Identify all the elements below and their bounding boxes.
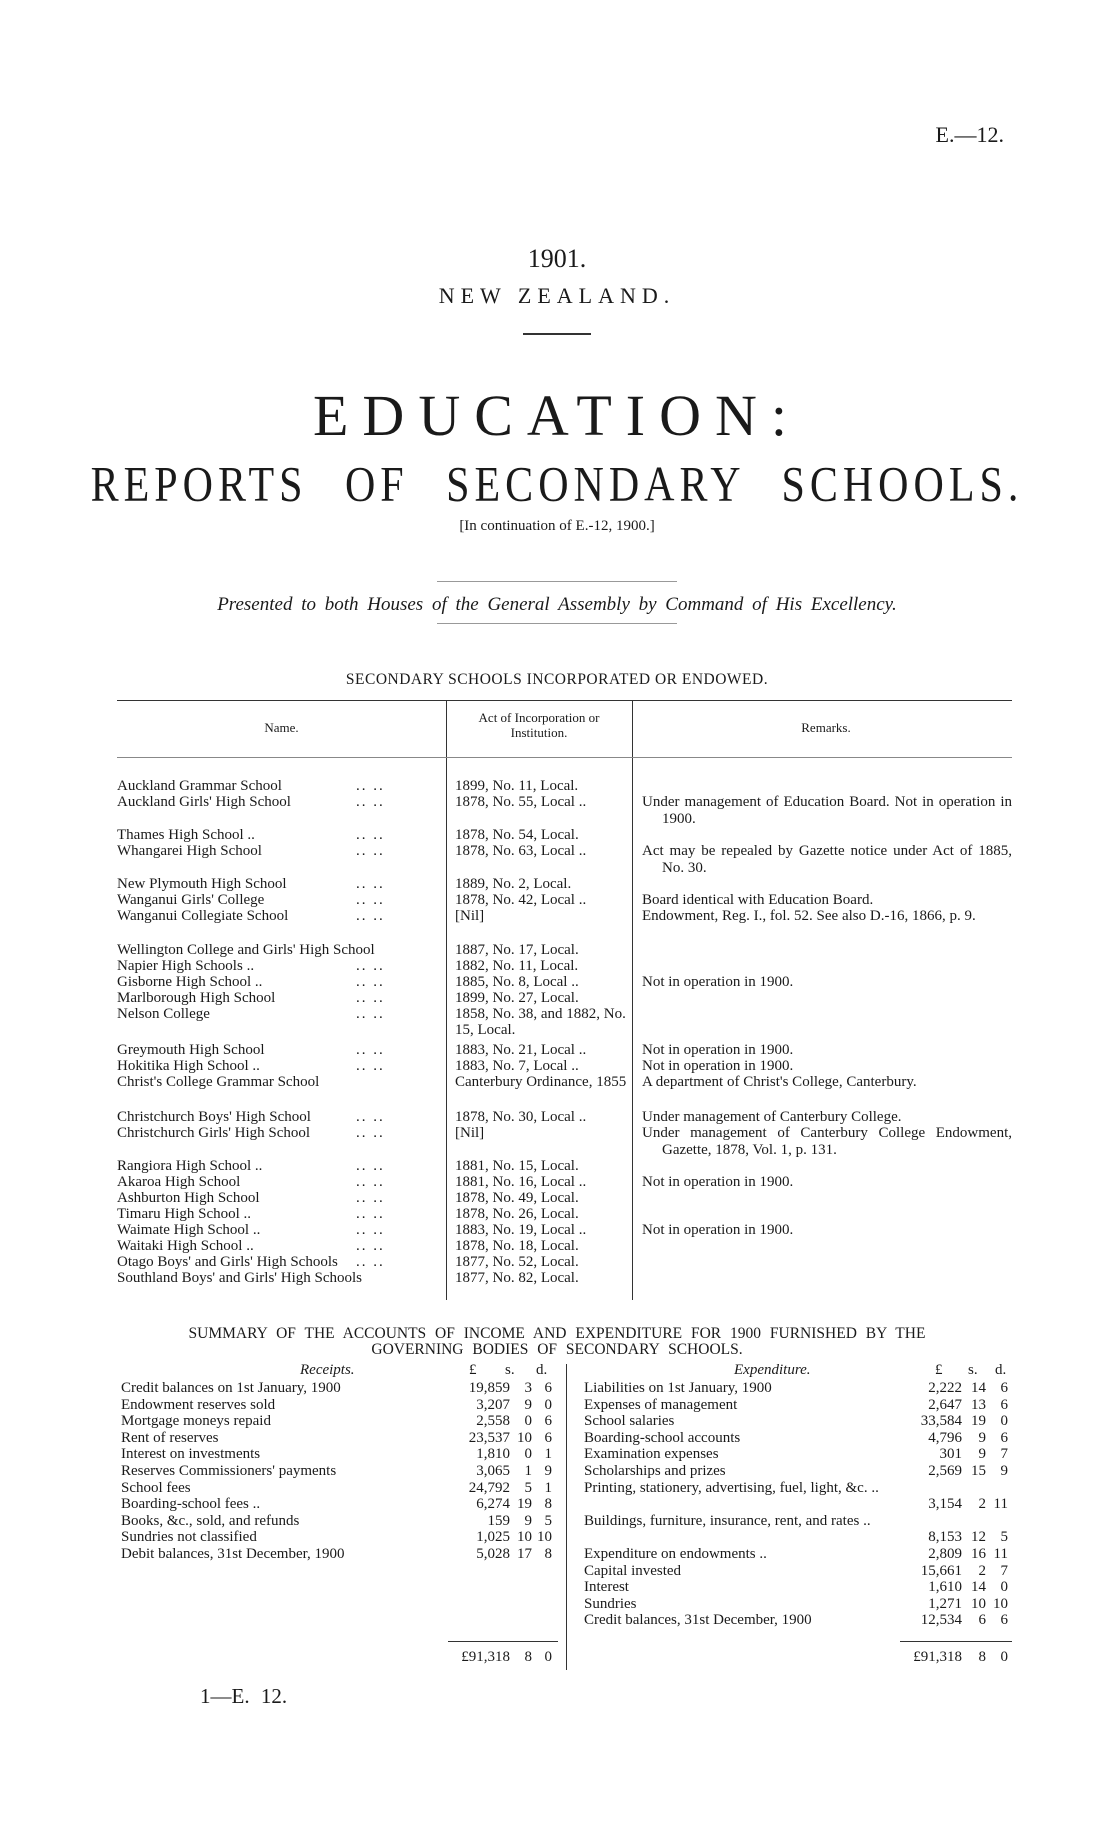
leader-dots: .. .. (356, 908, 385, 924)
school-name: Gisborne High School .. (117, 974, 263, 990)
continuation: [In continuation of E.-12, 1900.] (459, 518, 655, 534)
school-name: Rangiora High School .. (117, 1158, 263, 1174)
leader-dots: .. .. (356, 974, 385, 990)
school-act: 1899, No. 27, Local. (455, 990, 579, 1006)
expenditure-pounds: 2,647 (928, 1396, 962, 1413)
receipt-pence: 1 (544, 1479, 552, 1496)
receipt-label: Rent of reserves (121, 1429, 219, 1446)
expenditure-shillings: 14 (971, 1579, 986, 1596)
school-name: Southland Boys' and Girls' High Schools (117, 1270, 362, 1286)
school-act: 1878, No. 49, Local. (455, 1190, 579, 1206)
expenditure-pounds: 1,271 (928, 1595, 962, 1612)
school-act: 1878, No. 42, Local .. (455, 892, 587, 908)
rule-presented-top (437, 581, 677, 582)
expenditure-total-rule (900, 1641, 1012, 1642)
expenditure-pounds: 4,796 (928, 1429, 962, 1446)
expenditure-pence: 9 (1000, 1463, 1008, 1479)
receipt-pence: 1 (544, 1446, 552, 1463)
school-name: Hokitika High School .. (117, 1058, 260, 1074)
school-act: 1877, No. 82, Local. (455, 1270, 579, 1286)
leader-dots: .. .. (356, 876, 385, 892)
receipt-shillings: 9 (524, 1396, 532, 1413)
receipt-shillings: 10 (517, 1429, 532, 1446)
expenditure-shillings: 15 (971, 1463, 986, 1479)
leader-dots: .. .. (356, 892, 385, 908)
receipt-pounds: 3,065 (476, 1463, 510, 1479)
expenditure-label: Printing, stationery, advertising, fuel, light, &c. .. (584, 1479, 879, 1496)
sub-title: REPORTS OF SECONDARY SCHOOLS. (90, 457, 1024, 513)
receipt-pence: 5 (544, 1512, 552, 1529)
expenditure-label: Credit balances, 31st December, 1900 (584, 1612, 812, 1629)
expenditure-shillings: 2 (978, 1496, 986, 1513)
expenditure-total-pounds: £91,318 (913, 1649, 962, 1665)
leader-dots: .. .. (356, 1254, 385, 1270)
receipt-pounds: 159 (487, 1512, 510, 1529)
school-name: Otago Boys' and Girls' High Schools (117, 1254, 338, 1270)
school-name: Christ's College Grammar School (117, 1074, 320, 1090)
school-remark: Not in operation in 1900. (642, 974, 794, 990)
expenditure-shillings: 16 (971, 1546, 986, 1562)
receipt-pounds: 23,537 (468, 1429, 510, 1446)
receipt-label: Debit balances, 31st December, 1900 (121, 1546, 345, 1562)
school-remark: Act may be repealed by Gazette notice under Act of 1885, No. 30. (642, 843, 1012, 876)
col-header-name: Name. (264, 720, 299, 735)
footer-signature: 1—E. 12. (200, 1684, 288, 1708)
school-remark: Under management of Canterbury College Endowment, Gazette, 1878, Vol. 1, p. 131. (642, 1125, 1012, 1158)
school-act: 1883, No. 7, Local .. (455, 1058, 579, 1074)
school-act: 1881, No. 15, Local. (455, 1158, 579, 1174)
expenditure-shillings: 19 (971, 1413, 986, 1430)
leader-dots: .. .. (356, 990, 385, 1006)
expenditure-label: Scholarships and prizes (584, 1463, 726, 1479)
schools-table-top-rule (117, 700, 1012, 701)
school-act: [Nil] (455, 1125, 485, 1141)
expenditure-pounds: 3,154 (928, 1496, 962, 1513)
receipts-pound-header: £ (469, 1362, 477, 1378)
school-name: Nelson College (117, 1006, 210, 1022)
receipts-total-pence: 0 (544, 1649, 552, 1665)
receipt-pence: 6 (544, 1429, 552, 1446)
receipts-label: Receipts. (300, 1362, 355, 1378)
receipt-pence: 8 (544, 1496, 552, 1513)
school-remark: Not in operation in 1900. (642, 1174, 794, 1190)
schools-table-header-rule (117, 757, 1012, 758)
school-act: 1899, No. 11, Local. (455, 778, 579, 794)
receipt-shillings: 0 (524, 1446, 532, 1463)
receipt-label: Books, &c., sold, and refunds (121, 1512, 300, 1529)
receipt-pounds: 6,274 (476, 1496, 510, 1513)
expenditure-pence: 6 (1000, 1396, 1008, 1413)
leader-dots: .. .. (356, 1190, 385, 1206)
leader-dots: .. .. (356, 1238, 385, 1254)
expenditure-total-pence: 0 (1000, 1649, 1008, 1665)
receipt-pounds: 1,810 (476, 1446, 510, 1463)
receipts-pence-header: d. (536, 1362, 548, 1378)
receipt-shillings: 17 (517, 1546, 532, 1562)
expenditure-pounds: 2,222 (928, 1380, 962, 1396)
receipt-label: Endowment reserves sold (121, 1396, 276, 1413)
receipts-shilling-header: s. (505, 1362, 515, 1378)
school-name: Christchurch Girls' High School (117, 1125, 311, 1141)
expenditure-shillings: 6 (978, 1612, 986, 1629)
school-name: Ashburton High School (117, 1190, 260, 1206)
summary-divider (566, 1364, 567, 1670)
expenditure-pence: 10 (993, 1595, 1008, 1612)
school-name: Whangarei High School (117, 843, 262, 859)
receipt-pounds: 1,025 (476, 1529, 510, 1546)
school-act: 1878, No. 26, Local. (455, 1206, 579, 1222)
expenditure-pence: 5 (1000, 1529, 1008, 1546)
receipt-shillings: 9 (524, 1512, 532, 1529)
expenditure-label: School salaries (584, 1413, 675, 1430)
school-name: Auckland Grammar School (117, 778, 282, 794)
school-act: 1889, No. 2, Local. (455, 876, 572, 892)
expenditure-pence: 11 (993, 1496, 1008, 1513)
school-act: 1877, No. 52, Local. (455, 1254, 579, 1270)
leader-dots: .. .. (356, 1042, 385, 1058)
school-act: 1885, No. 8, Local .. (455, 974, 579, 990)
summary-heading-1: SUMMARY OF THE ACCOUNTS OF INCOME AND EXPENDITURE FOR 1900 FURNISHED BY THE (188, 1325, 926, 1342)
expenditure-pound-header: £ (935, 1362, 943, 1378)
expenditure-pence: 0 (1000, 1413, 1008, 1430)
expenditure-shillings: 9 (978, 1446, 986, 1463)
leader-dots: .. .. (356, 1206, 385, 1222)
expenditure-pounds: 301 (939, 1446, 962, 1463)
school-act: 1883, No. 19, Local .. (455, 1222, 587, 1238)
receipt-pounds: 2,558 (476, 1413, 510, 1430)
receipt-label: Reserves Commissioners' payments (121, 1463, 337, 1479)
school-remark: Not in operation in 1900. (642, 1222, 794, 1238)
receipt-pence: 6 (544, 1380, 552, 1396)
school-name: Greymouth High School (117, 1042, 265, 1058)
school-name: Waitaki High School .. (117, 1238, 254, 1254)
leader-dots: .. .. (356, 1125, 385, 1141)
school-act: 1882, No. 11, Local. (455, 958, 579, 974)
receipt-shillings: 3 (524, 1380, 532, 1396)
receipt-label: Boarding-school fees .. (121, 1496, 261, 1513)
leader-dots: .. .. (356, 958, 385, 974)
receipt-shillings: 1 (524, 1463, 532, 1479)
schools-heading: SECONDARY SCHOOLS INCORPORATED OR ENDOWED. (345, 671, 769, 688)
expenditure-shillings: 13 (971, 1396, 986, 1413)
leader-dots: .. .. (356, 794, 385, 810)
expenditure-label: Expenses of management (584, 1396, 738, 1413)
col-header-act: Act of Incorporation or Institution. (478, 710, 600, 740)
school-name: Marlborough High School (117, 990, 276, 1006)
receipt-pounds: 3,207 (476, 1396, 510, 1413)
receipt-pence: 8 (544, 1546, 552, 1562)
receipts-total-rule (448, 1641, 558, 1642)
school-name: Wanganui Girls' College (117, 892, 265, 908)
expenditure-label: Capital invested (584, 1562, 682, 1579)
leader-dots: .. .. (356, 1006, 385, 1022)
col-header-remarks: Remarks. (801, 720, 851, 735)
school-name: Auckland Girls' High School (117, 794, 291, 810)
leader-dots: .. .. (356, 1158, 385, 1174)
expenditure-shillings: 10 (971, 1595, 986, 1612)
receipt-pence: 9 (544, 1463, 552, 1479)
expenditure-label: Boarding-school accounts (584, 1429, 741, 1446)
expenditure-label: Examination expenses (584, 1446, 719, 1463)
expenditure-pounds: 12,534 (920, 1612, 962, 1629)
school-remark: Not in operation in 1900. (642, 1042, 794, 1058)
school-remark: Not in operation in 1900. (642, 1058, 794, 1074)
expenditure-shillings: 12 (971, 1529, 986, 1546)
expenditure-label: Buildings, furniture, insurance, rent, and rates .. (584, 1512, 871, 1529)
school-act: 1878, No. 18, Local. (455, 1238, 579, 1254)
school-name: Wellington College and Girls' High School (117, 942, 375, 958)
receipt-pence: 10 (537, 1529, 552, 1546)
school-name: Akaroa High School (117, 1174, 241, 1190)
school-remark: A department of Christ's College, Canterbury. (642, 1074, 917, 1090)
expenditure-shillings: 14 (971, 1380, 986, 1396)
school-name: Thames High School .. (117, 827, 255, 843)
school-act: 1878, No. 54, Local. (455, 827, 579, 843)
school-act: 1858, No. 38, and 1882, No. 15, Local. (455, 1006, 626, 1038)
school-act: 1883, No. 21, Local .. (455, 1042, 587, 1058)
receipt-shillings: 19 (517, 1496, 532, 1513)
expenditure-pounds: 15,661 (920, 1562, 962, 1579)
receipt-label: School fees (121, 1479, 191, 1496)
schools-col-divider-1 (446, 700, 447, 1300)
expenditure-label: Liabilities on 1st January, 1900 (584, 1380, 772, 1396)
expenditure-shillings: 2 (978, 1562, 986, 1579)
receipt-pounds: 19,859 (468, 1380, 510, 1396)
leader-dots: .. .. (356, 778, 385, 794)
school-act: 1887, No. 17, Local. (455, 942, 579, 958)
school-name: Wanganui Collegiate School (117, 908, 289, 924)
school-remark: Under management of Canterbury College. (642, 1109, 902, 1125)
expenditure-pounds: 2,569 (928, 1463, 962, 1479)
title-rule (523, 333, 591, 335)
school-name: New Plymouth High School (117, 876, 287, 892)
expenditure-label: Expenditure on endowments .. (584, 1546, 767, 1562)
expenditure-shilling-header: s. (968, 1362, 978, 1378)
leader-dots: .. .. (356, 827, 385, 843)
receipts-total-shillings: 8 (524, 1649, 532, 1665)
expenditure-pence: 6 (1000, 1612, 1008, 1629)
leader-dots: .. .. (356, 1058, 385, 1074)
receipt-pounds: 5,028 (476, 1546, 510, 1562)
expenditure-pence: 7 (1000, 1562, 1008, 1579)
school-act: Canterbury Ordinance, 1855 (455, 1074, 627, 1090)
receipt-pence: 6 (544, 1413, 552, 1430)
schools-col-divider-2 (632, 700, 633, 1300)
expenditure-pence: 6 (1000, 1380, 1008, 1396)
receipt-shillings: 5 (524, 1479, 532, 1496)
expenditure-label: Expenditure. (734, 1362, 811, 1378)
receipt-shillings: 10 (517, 1529, 532, 1546)
expenditure-total-shillings: 8 (978, 1649, 986, 1665)
school-name: Christchurch Boys' High School (117, 1109, 311, 1125)
school-act: 1878, No. 30, Local .. (455, 1109, 587, 1125)
school-name: Napier High Schools .. (117, 958, 255, 974)
receipts-total-pounds: £91,318 (461, 1649, 510, 1665)
expenditure-pence-header: d. (995, 1362, 1007, 1378)
receipt-pounds: 24,792 (468, 1479, 510, 1496)
school-act: [Nil] (455, 908, 485, 924)
expenditure-pence: 6 (1000, 1429, 1008, 1446)
expenditure-pounds: 2,809 (928, 1546, 962, 1562)
expenditure-pence: 0 (1000, 1579, 1008, 1596)
main-title: EDUCATION: (313, 383, 801, 448)
school-name: Timaru High School .. (117, 1206, 252, 1222)
rule-presented-bottom (437, 623, 677, 624)
country: NEW ZEALAND. (438, 283, 676, 308)
school-remark: Endowment, Reg. I., fol. 52. See also D.-16, 1866, p. 9. (642, 908, 976, 924)
school-act: 1878, No. 63, Local .. (455, 843, 587, 859)
expenditure-label: Interest (584, 1579, 629, 1596)
expenditure-label: Sundries (584, 1595, 637, 1612)
presented-line: Presented to both Houses of the General Assembly by Command of His Excellency. (217, 594, 897, 615)
receipt-pence: 0 (544, 1396, 552, 1413)
expenditure-shillings: 9 (978, 1429, 986, 1446)
receipt-label: Mortgage moneys repaid (121, 1413, 271, 1430)
receipt-label: Sundries not classified (121, 1529, 257, 1546)
leader-dots: .. .. (356, 1222, 385, 1238)
school-remark: Under management of Education Board. Not in operation in 1900. (642, 794, 1012, 827)
receipt-shillings: 0 (524, 1413, 532, 1430)
school-remark: Board identical with Education Board. (642, 892, 874, 908)
expenditure-pounds: 1,610 (928, 1579, 962, 1596)
leader-dots: .. .. (356, 1174, 385, 1190)
school-name: Waimate High School .. (117, 1222, 261, 1238)
receipt-label: Interest on investments (121, 1446, 261, 1463)
expenditure-pence: 7 (1000, 1446, 1008, 1463)
receipt-label: Credit balances on 1st January, 1900 (121, 1380, 341, 1396)
summary-heading-2: GOVERNING BODIES OF SECONDARY SCHOOLS. (371, 1341, 743, 1358)
year: 1901. (527, 244, 587, 273)
school-act: 1878, No. 55, Local .. (455, 794, 587, 810)
leader-dots: .. .. (356, 843, 385, 859)
expenditure-pounds: 8,153 (928, 1529, 962, 1546)
document-reference: E.—12. (935, 122, 1004, 147)
expenditure-pence: 11 (993, 1546, 1008, 1562)
expenditure-pounds: 33,584 (920, 1413, 962, 1430)
leader-dots: .. .. (356, 1109, 385, 1125)
school-act: 1881, No. 16, Local .. (455, 1174, 587, 1190)
